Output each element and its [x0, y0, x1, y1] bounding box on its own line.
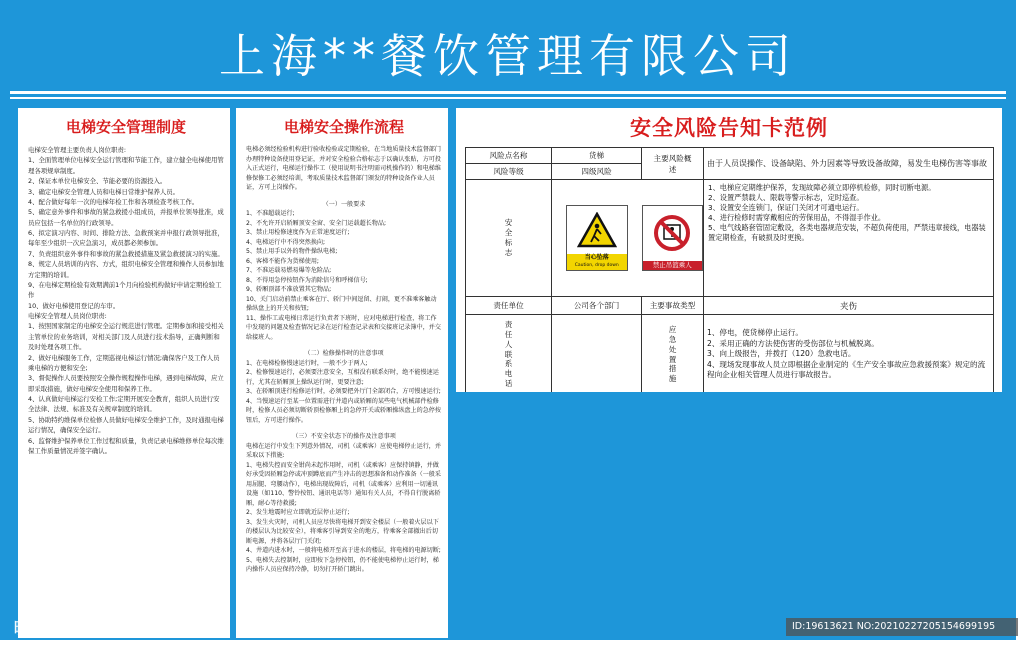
- measure-line: 4、现场发现事故人员立即根据企业制定的《生产安全事故应急救援预案》规定的流程向企业相关管理人员进行事故报告。: [707, 359, 986, 380]
- sign-caption: 当心坠落: [584, 254, 609, 262]
- risk-card-panel: [456, 108, 1002, 392]
- risk-point-label: 风险点名称: [466, 148, 552, 164]
- body-line: 6、客梯不能作为货梯使用;: [246, 257, 319, 265]
- vertical-label: 安全标志: [504, 218, 513, 257]
- body-line: 4、电梯运行中不得突然换向;: [246, 238, 326, 246]
- warning-triangle-icon: [567, 206, 627, 254]
- body-line: 9、在电梯定期检验有效期满前1个月向检验机构做好申请定期检验工作: [28, 280, 222, 300]
- emergency-measures: [704, 315, 994, 393]
- watermark-site: 昵享网: [14, 619, 60, 637]
- resp-unit-value: 公司各个部门: [552, 297, 642, 315]
- measure-line: 4、进行检修时需穿戴相应的劳保用品，不得湿手作业。: [708, 213, 886, 223]
- body-line: 3、禁止用检修速度作为正常速度运行;: [246, 229, 350, 236]
- safety-sign-label: [466, 180, 552, 297]
- company-title: 上海**餐饮管理有限公司: [219, 29, 797, 83]
- body-line: 5、电梯失去控制时，应即按下急停按钮，仍不能使电梯停止运行时，梯内操作人员应保持冷静，切勿打开轿门跳出。: [246, 556, 439, 573]
- body-line: 4、认真做好电梯运行安检工作;定期开展安全教育，组织人员进行安全法律、法规、标准及有关规章制度的培训。: [28, 395, 220, 414]
- body-line: 2、保证本单位电梯安全、节能必要的资源投入。: [28, 177, 167, 186]
- section-title: （三）不安全状态下的操作及注意事项: [292, 433, 396, 440]
- emergency-label: [642, 315, 704, 393]
- body-line: 5、禁止用手以外的物件操纵电梯;: [246, 248, 338, 255]
- divider-line: [10, 97, 1006, 99]
- body-line: 7、负责组织意外事件和事故的紧急救援措施及紧急救援演习的实施。: [28, 249, 224, 258]
- measure-line: 2、设置严禁载人、限载等警示标志，定时巡查。: [708, 193, 864, 203]
- sign-caption: 禁止吊篮乘人: [643, 261, 703, 270]
- overview-text: 由于人员误操作、设备缺陷、外力因素等导致设备故障，易发生电梯伤害等事故: [704, 148, 994, 180]
- elevator-management-panel: [18, 108, 230, 638]
- section-title: （一）一般要求: [322, 200, 366, 208]
- overview-label: 主要风险概 述: [642, 148, 704, 180]
- elevator-operation-panel: [236, 108, 448, 638]
- body-line: 8、规定人员培训的内容、方式，组织电梯安全管理和操作人员参加地方定期的培训。: [28, 260, 224, 279]
- safety-signs-cell-2: [642, 180, 704, 297]
- risk-point-value: 货梯: [552, 148, 642, 164]
- body-line: 5、协助特约维保单位检修人员做好电梯安全维护工作，及时通报电梯运行情况，确保安全运行。: [28, 415, 224, 435]
- panel-title: 电梯安全操作流程: [283, 118, 404, 136]
- image-edge: [1016, 0, 1024, 646]
- accident-type-label: 主要事故类型: [642, 297, 704, 315]
- measure-line: 1、停电，使货梯停止运行。: [707, 327, 803, 337]
- watermark-id: ID:19613621 NO:20210227205154699195: [786, 618, 1018, 636]
- header: [0, 0, 1016, 90]
- body-line: 9、轿厢顶部不准放置其它物品;: [246, 286, 332, 293]
- panel-body: [246, 145, 442, 575]
- body-line: 电梯安全管理人员岗位职责:: [28, 312, 107, 320]
- body-line: 电梯安全管理主要负责人岗位职责:: [28, 146, 127, 154]
- body-line: 3、确定电梯安全管理人员和电梯日常维护保养人员。: [28, 187, 180, 196]
- resp-unit-label: 责任单位: [466, 297, 552, 315]
- body-line: 3、发生火灾时，司机人员应尽快将电梯开到安全楼层（一般着火层以下的楼层认为比较安全），将乘客引导到安全的地方，待乘客全部撤出后切断电源，并将各层厅门关闭;: [246, 518, 439, 545]
- body-line: 1、按照国家制定的电梯安全运行规范进行管理。定期参加和接受相关主管单位的业务培训，对相关部门及人员进行技术指导，正确判断和及时处理各项工作。: [28, 322, 224, 352]
- safety-signs-cell: [552, 180, 642, 297]
- no-riding-sign: [642, 205, 704, 271]
- vertical-label: 应急处置措施: [668, 324, 677, 384]
- risk-level-label: 风险等级: [466, 164, 552, 180]
- contact-label: [466, 315, 552, 393]
- accident-type-value: 夹伤: [704, 297, 994, 315]
- body-line: 4、当慢速运行至某一位置需进行井道内或轿厢的某些电气机械部件检修时，检修人员必须切断轿顶检修厢上的急停开关或轿厢操纵盘上的急停按钮后，方可进行操作。: [246, 397, 441, 424]
- body-line: 11、操作工或电梯日常运行负责者下班时，应对电梯进行检查，将工作中发现的问题及检查情况记录在运行检查记录表和交接班记录簿中，并交给接班人。: [246, 314, 441, 341]
- panel-title: 安全风险告知卡范例: [630, 116, 828, 140]
- body-line: 1、电梯失控而安全钳尚未起作用时，司机（或乘客）应保持镇静，并做好承受因轿厢急停或冲顶蹲底而产生冲击的思想准备和动作准备（一般采用屈腿、弯腰动作），电梯出现故障后，司机（或乘客）应利用一切通讯设施（如110、警铃按钮、通讯电话等）通知有关人员，不得自行脱离轿厢，耐心等待救援;: [246, 461, 441, 507]
- measure-line: 2、采用正确的方法使伤害的受伤部位与机械脱离。: [707, 338, 879, 348]
- risk-table: [465, 147, 994, 392]
- measure-line: 3、设置安全连锁门，保证门关闭才可通电运行。: [708, 203, 864, 213]
- section-title: （二）检修操作时的注意事项: [304, 350, 384, 357]
- body-line: 2、发生地震时应立即就近层停止运行;: [246, 509, 350, 516]
- vertical-label: 责任人联系电话: [504, 319, 513, 389]
- prohibition-icon: [643, 206, 703, 261]
- body-line: 7、不准运载易燃易爆等危险品;: [246, 267, 332, 274]
- intro-text: 电梯必须经检验机构进行验收检验或定期检验，在当地质量技术监督部门办理特种设备使用登记证，并对安全检验合格标志于以确认张贴，方可投入正式运行，电梯运行操作工（使用说明书注明需司机操作的）和电梯维修保修工必须经培训，考取质量技术监督部门颁发的特种设备作业人员证，方可上岗操作。: [246, 146, 441, 191]
- body-line: 2、做好电梯服务工作，定期巡视电梯运行情况;确保客户及工作人员乘电梯的方便和安全;: [28, 353, 220, 372]
- body-line: 1、不准超载运行;: [246, 210, 295, 217]
- body-line: 1、全面管理单位电梯安全运行管理和节能工作，建立健全电梯使用管理各项规章制度。: [28, 156, 224, 175]
- watermark-url: www.nipic.com: [63, 626, 131, 636]
- body-line: 2、不允许开启轿厢顶安全窗、安全门运载超长物品;: [246, 219, 386, 227]
- measure-line: 1、电梯应定期维护保养，发现故障必须立即停机检修，同时切断电源。: [708, 183, 936, 192]
- control-measures: [704, 180, 993, 296]
- body-line: 8、不得用急停按钮作为消除信号和呼梯信号;: [246, 276, 368, 284]
- contact-value: [552, 315, 642, 393]
- measure-line: 3、向上级报告，并拨打（120）急救电话。: [707, 349, 856, 359]
- watermark-logo: [14, 617, 131, 638]
- caution-drop-sign: [566, 205, 628, 271]
- body-line: 3、在轿厢顶进行检修运行时，必须要把外厅门全部闭合，方可慢速运行;: [246, 388, 441, 395]
- body-line: 10、关门启动前禁止乘客在厅、轿门中间逗留、打闹，更不准乘客触动操纵盘上的开关和按钮;: [246, 295, 437, 312]
- body-line: 2、检修慢速运行，必须要注意安全，互相没有联系好时，绝不能慢速运行，尤其在轿厢顶上操纵运行时，更要注意;: [246, 369, 439, 386]
- divider-line: [10, 91, 1006, 94]
- body-line: 6、拟定演习内容、时间、排险方法、急救预案并申报行政领导批准，每年至少组织一次应急演习，成员都必须参加。: [28, 229, 224, 248]
- body-line: 6、监督维护保养单位工作过程和质量，负责记录电梯维修单位每次维保工作质量情况并签字确认。: [28, 436, 224, 455]
- risk-level-value: 四级风险: [552, 164, 642, 180]
- body-line: 3、督促操作人员要按照安全操作规程操作电梯，遇到电梯故障，应立即采取措施，做好电梯安全使用和保养工作。: [28, 374, 224, 393]
- body-line: 10、做好电梯使用登记的车审。: [28, 301, 120, 310]
- control-cell: [704, 180, 994, 297]
- body-line: 1、在电梯检修慢速运行时，一般不少于两人;: [246, 359, 368, 367]
- body-line: 4、配合做好每年一次的电梯年检工作和各项检查考核工作。: [28, 197, 199, 206]
- body-line: 4、井道内进水时，一般将电梯开至高于进水的楼层，将电梯的电源切断;: [246, 547, 441, 554]
- body-line: 电梯在运行中发生下列意外情况，司机（或乘客）应使电梯停止运行，并采取以下措施:: [246, 442, 441, 459]
- body-line: 5、确定意外事件和事故的紧急救援小组成员，并报单位领导批准，成员应包括一名单位的行政领导。: [28, 208, 224, 227]
- measure-line: 5、电气线路套管固定敷设，各类电器规范安装，不超负荷使用，严禁违章接线，电器装置定期检查，有破损及时更换。: [708, 223, 986, 243]
- panel-body: [28, 145, 224, 456]
- sign-caption-en: Caution, drop down: [574, 263, 619, 269]
- panel-title: 电梯安全管理制度: [65, 118, 186, 136]
